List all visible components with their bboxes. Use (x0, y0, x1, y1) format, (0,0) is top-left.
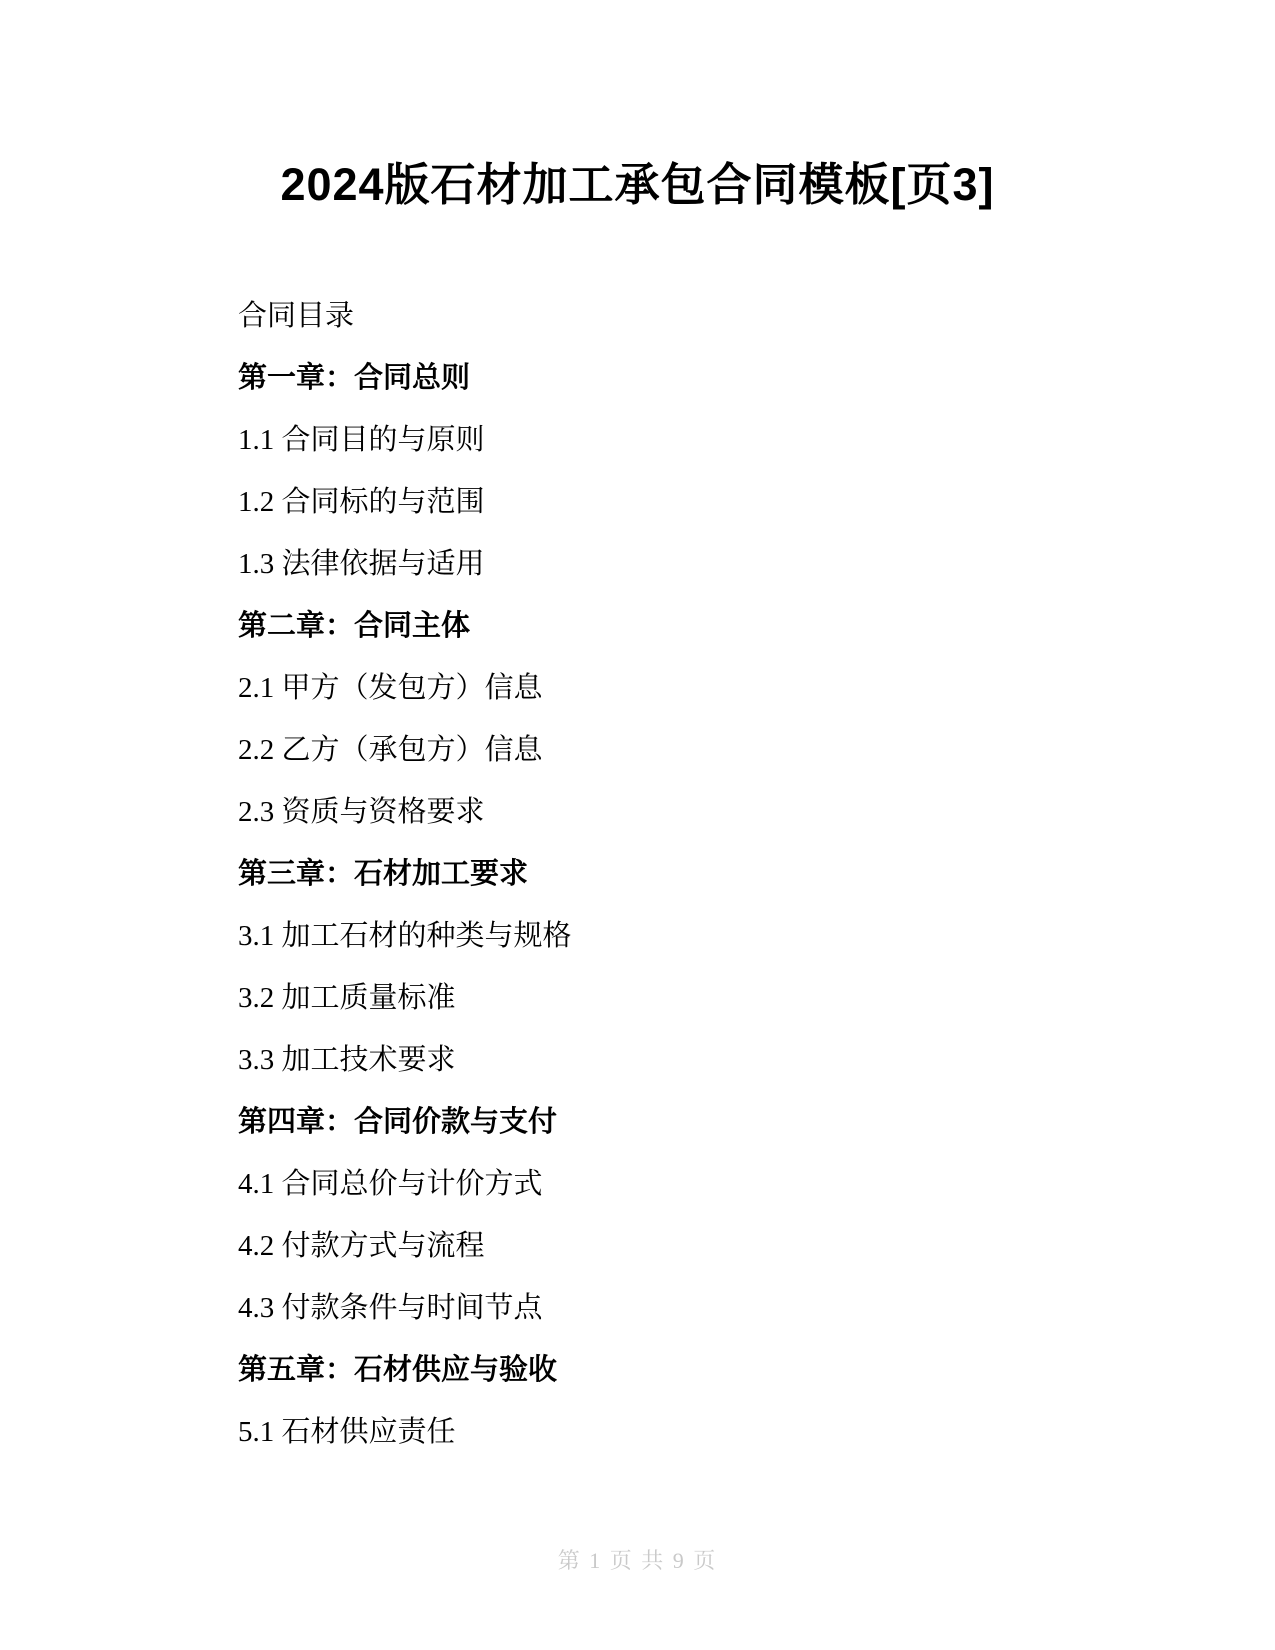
toc-item: 4.1 合同总价与计价方式 (238, 1168, 543, 1200)
page-title: 2024版石材加工承包合同模板[页3] (280, 159, 995, 210)
toc-chapter-heading: 第二章：合同主体 (238, 610, 471, 642)
toc-item: 3.3 加工技术要求 (238, 1044, 456, 1076)
toc-chapter-heading: 第三章：石材加工要求 (238, 858, 529, 890)
page-number-footer: 第 1 页 共 9 页 (557, 1548, 718, 1573)
toc-chapter-heading: 第一章：合同总则 (238, 362, 471, 394)
toc-item: 2.3 资质与资格要求 (238, 796, 485, 828)
document-body (238, 0, 1037, 1480)
toc-item: 3.2 加工质量标准 (238, 982, 456, 1014)
table-of-contents (238, 302, 1037, 1447)
toc-item: 1.2 合同标的与范围 (238, 486, 485, 518)
toc-item: 2.1 甲方（发包方）信息 (238, 672, 543, 704)
toc-item: 3.1 加工石材的种类与规格 (238, 920, 572, 952)
toc-item: 1.1 合同目的与原则 (238, 424, 485, 456)
toc-item: 2.2 乙方（承包方）信息 (238, 734, 543, 766)
toc-chapter-heading: 第五章：石材供应与验收 (238, 1354, 558, 1386)
toc-item: 4.3 付款条件与时间节点 (238, 1292, 543, 1324)
toc-item: 4.2 付款方式与流程 (238, 1230, 485, 1262)
toc-chapter-heading: 第四章：合同价款与支付 (238, 1106, 558, 1138)
toc-list (238, 364, 1037, 1447)
toc-heading: 合同目录 (238, 300, 355, 332)
toc-item: 1.3 法律依据与适用 (238, 548, 485, 580)
toc-item: 5.1 石材供应责任 (238, 1416, 456, 1448)
